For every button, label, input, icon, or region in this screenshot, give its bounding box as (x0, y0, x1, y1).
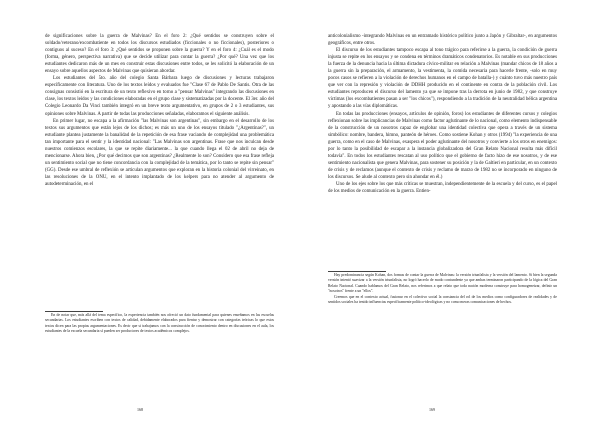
left-paragraph-1: de significaciones sobre la guerra de Malvinas? En el foro 2: ¿Qué sentidos se construyen sobre el soldado/veterano/excombatiente en todos los discursos estudiados (ficcionales o no ficcionales), posteriores o contiguos al suceso? En el foro 3: ¿Qué sentidos se proponen sobre la guerra? Y en el foro 4: ¿Cuál es el modo (forma, género, perspectiva narrativa) que se decide utilizar para contar la guerra? ¿Por qué? Una vez que los estudiantes dedicaron más de un mes en construir estas discusiones entre todos, se les solicitó la elaboración de un ensayo sobre aquellos aspectos de Malvinas que quisieran abordar. (45, 34, 274, 75)
right-footnote-rule (328, 271, 386, 272)
right-paragraph-4: Uno de los ejes sobre los que más críticas se muestran, independientemente de la escuela y del curso, es el papel de los medios de comunicación en la guerra. Entien- (328, 181, 557, 195)
left-footnote-rule (45, 311, 103, 312)
left-paragraph-3: En primer lugar, no escapa a la afirmación "las Malvinas son argentinas", sin embargo en el desarrollo de los textos sus argumentos que están lejos de los dichos; es más un uno de los ensayos titulado "¿Argentinas?", un estudiante plantea justamente la banalidad de la repetición de esa frase vaciando de complejidad una problemática tan importante para el sentir y la identidad nacional: "Las Malvinas son argentinas. Frase que nos inculcan desde nuestros comienzos escolares, la que se repite diariamente... la que cuando llega el 02 de abril no deja de mencionarse. Ahora bien, ¿Por qué decimos que son argentinas? ¿Realmente lo son? Considero que esa frase refleja un sentimiento social que no tiene concordancia con la complejidad de la temática, por lo tanto se repite sin pensar" (GG). Desde ese umbral de reflexión se articulan argumentos que exploran en la historia colonial del virreinato, en las resoluciones de la ONU, en el intento implantado de los kelpers para no atender al argumento de autodeterminación, en el (45, 118, 274, 187)
right-footnote-1: Hay predominancia según Kohan, dos formas de contar la guerra de Malvinas: la versión triunfalista y la versión del lamento. Si bien la segunda versión intentó suavizar a la versión triunfalista, no logró hacerlo de modo contundente ya que ambas terminaron participando de la lógica del Gran Relato Nacional. Cuando hablamos del Gran Relato, nos referimos a que relato que toda nación moderna construye para homogeneizar, definir un "nosotros" frente a un "ellos". (328, 273, 557, 294)
right-footnotes (328, 273, 557, 305)
right-paragraph-3: En todas las producciones (ensayos, artículos de opinión, foros) los estudiantes de diferentes cursos y colegios reflexionan sobre las implicancias de Malvinas como factor aglutinante de lo nacional, como elemento indispensable de la construcción de un nosotros capaz de englobar una identidad colectiva que opera a través de un sistema simbólico: nombre, bandera, himno, panteón de héroes. Como sostiene Kohan y otros (1994) "la experiencia de una guerra, como en el caso de Malvinas, exaspera el poder aglutinante del nosotros y convierte a los otros en enemigos: por lo tanto la posibilidad de escapar a la instancia globalizadora del Gran Relato Nacional resulta más difícil todavía". En todos los estudiantes rescatan al uso político que el gobierno de facto hizo de ese nosotros, y de ese sentimiento nacionalista que genera Malvinas, para sostener su posición y la de Galtieri en particular, en un contexto de crisis y de reclamos (aunque el contexto de crisis y reclamo de marzo de 1982 no se incorporado en ninguno de los discursos. Se alude al contexto pero sin ahondar en él.) (328, 111, 557, 180)
right-paragraph-2: El discurso de los estudiantes tampoco escapa al tono trágico para referirse a la guerra, la condición de guerra injusta se repite en los ensayos y se condena en términos dramáticos condenatorios. Es notable en sus producciones la fuerza de la denuncia hacia la última dictadura cívico-militar en relación a Malvinas (mandar chicos de 18 años a la guerra sin la preparación, el armamento, la vestimenta, la comida necesaria para hacerle frente, -solo en muy pocos casos se refieren a la violación de derechos humanos en el campo de batalla-) y cuánto tuvo más nuestro país que ver con la represión y violación de DDHH producido en el continente en contra de la población civil. Los estudiantes reproducen el discurso del lamento ya que se impone tras la derrota en junio de 1982, y que construye víctimas (los excombatientes pasan a ser "los chicos"), respondiendo a la tradición de la neutralidad bélica argentina y apostando a las vías diplomáticas. (328, 48, 557, 110)
left-page-number: 168 (137, 407, 143, 412)
right-paragraph-1: anticolonialismo -integrando Malvinas en un entramado histórico político junto a Japón y Gibraltar-, en argumentos geográficos, entre otros. (328, 34, 557, 47)
right-footnote-2: Creemos que en el contexto actual, fusionar en el colectivo social la constancia del rol de los medios como configuradores de realidades y de sentidos sociales ha tenido influencias específicamente político-ideológicas y no como meras comunicaciones de hechos. (328, 294, 557, 305)
right-page (300, 0, 600, 424)
left-footnote-1: En de notar que, más allá del tema específico, la experiencia también nos ofreció un dato fundamental para quienes enseñamos en las escuelas secundarias. Los estudiantes escriben con textos de calidad, debidamente elaborados para fientar y demostrar con categorías teóricas lo que estos textos dicen para las propias argumentaciones. Es decir que si trabajamos con la construcción de conocimiento dentro en discusiones en el aula, los estudiantes de la escuela secundaria sí pueden ser productores de textos académicos complejos. (45, 313, 274, 334)
left-body-text (45, 33, 274, 188)
left-footnotes (45, 313, 274, 335)
left-paragraph-2: Los estudiantes del 5to. año del colegio Santa Bárbara luego de discusiones y lecturas trabajaron específicamente con literatura. Uno de los textos leídos y evaluados fue "Clase 67 de Pablo De Santis. Otra de las consignas consistió en la escritura de un texto reflexivo en torno a "pensar Malvinas" integrando las discusiones en clase, los textos leídos y las condiciones elaboradas en el grupo clase y sistematizadas por la docente. El 3er. año del Colegio Leonardo Da Vinci también integró en un breve texto argumentativo, en grupos de 2 o 3 estudiantes, sus opiniones sobre Malvinas. A partir de todas las producciones señaladas, elaboramos el siguiente análisis. (45, 76, 274, 117)
right-page-number: 169 (429, 407, 435, 412)
right-body-text (328, 33, 557, 195)
